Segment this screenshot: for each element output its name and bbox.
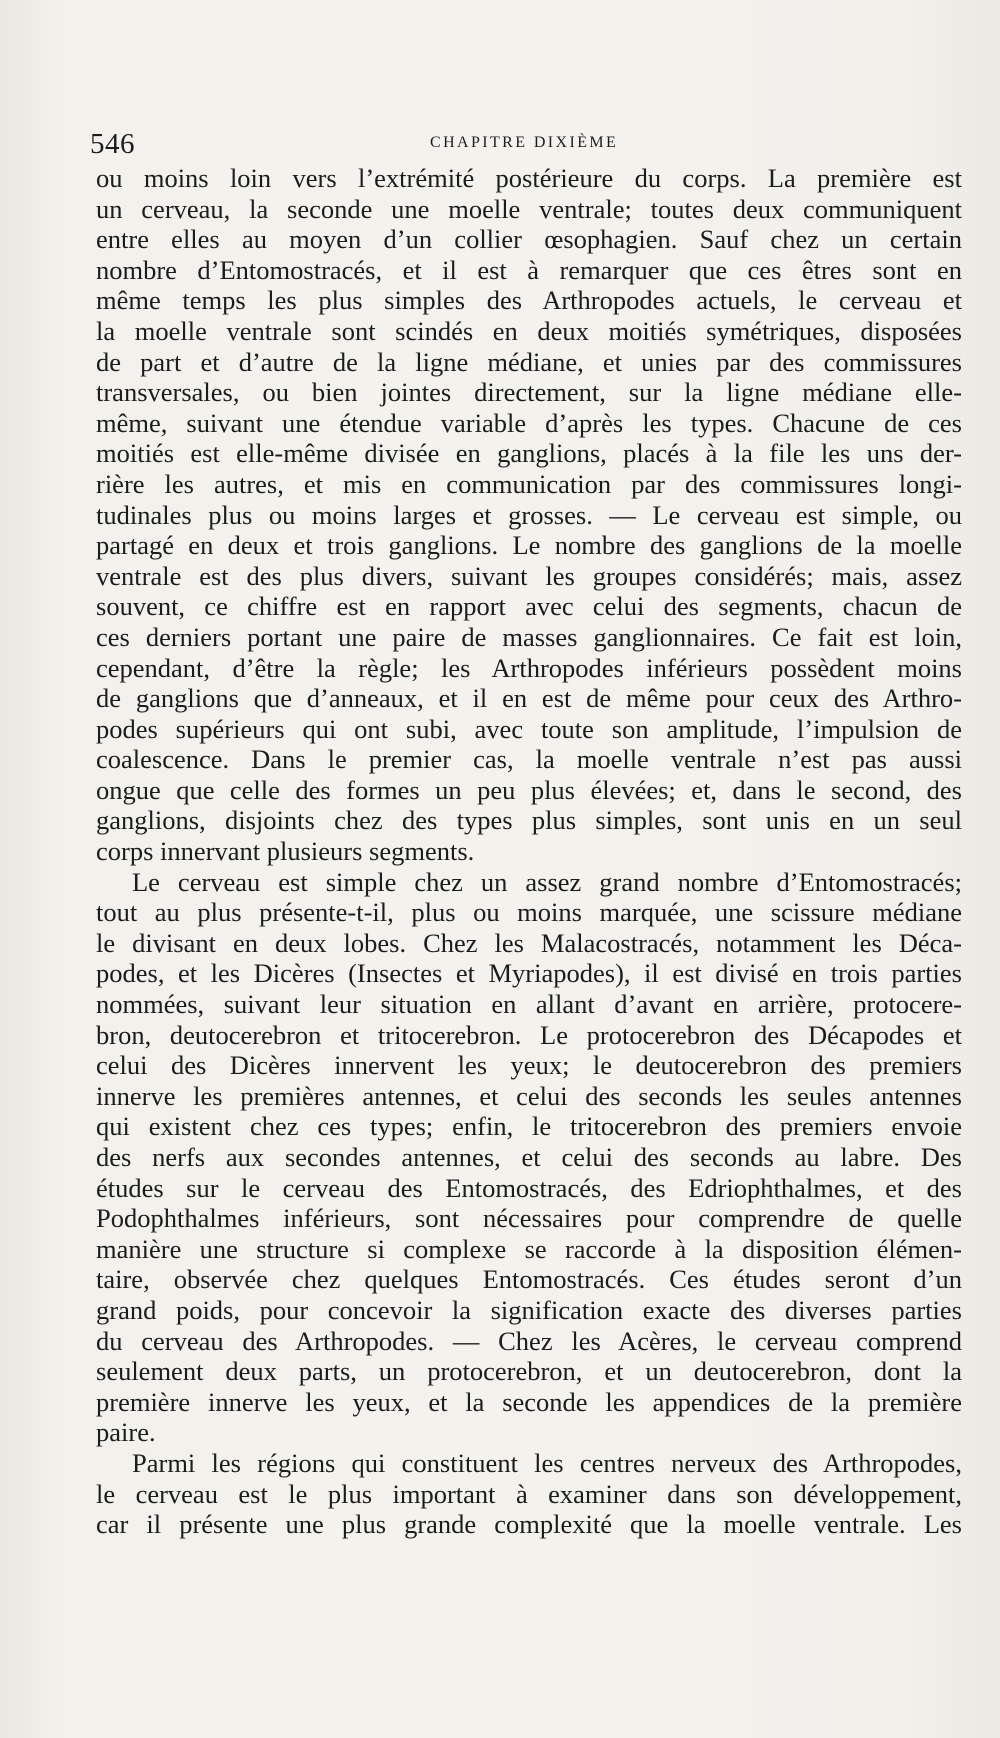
page-number: 546 — [90, 128, 135, 160]
text-line: nombre d’Entomostracés, et il est à remarquer que ces êtres sont en — [96, 254, 962, 285]
text-line: cependant, d’être la règle; les Arthropodes inférieurs possèdent moins — [96, 652, 962, 683]
text-line: un cerveau, la seconde une moelle ventrale; toutes deux communiquent — [96, 193, 962, 224]
text-line: du cerveau des Arthropodes. — Chez les Acères, le cerveau comprend — [96, 1325, 962, 1356]
text-line: seulement deux parts, un protocerebron, et un deutocerebron, dont la — [96, 1356, 962, 1387]
text-line: coalescence. Dans le premier cas, la moelle ventrale n’est pas aussi — [96, 744, 962, 775]
text-line: tout au plus présente-t-il, plus ou moins marquée, une scissure médiane — [96, 897, 962, 928]
text-line: la moelle ventrale sont scindés en deux moitiés symétriques, disposées — [96, 315, 962, 346]
text-line: partagé en deux et trois ganglions. Le nombre des ganglions de la moelle — [96, 530, 962, 561]
text-line: ongue que celle des formes un peu plus élevées; et, dans le second, des — [96, 774, 962, 805]
text-line: même, suivant une étendue variable d’après les types. Chacune de ces — [96, 407, 962, 438]
text-line: souvent, ce chiffre est en rapport avec celui des segments, chacun de — [96, 591, 962, 622]
text-line: taire, observée chez quelques Entomostracés. Ces études seront d’un — [96, 1264, 962, 1295]
text-line: qui existent chez ces types; enfin, le tritocerebron des premiers envoie — [96, 1111, 962, 1142]
text-line: des nerfs aux secondes antennes, et celui des seconds au labre. Des — [96, 1142, 962, 1172]
text-line: manière une structure si complexe se raccorde à la disposition élémen- — [96, 1233, 962, 1264]
paragraph-2 — [96, 867, 962, 1448]
text-line: rière les autres, et mis en communication par des commissures longi- — [96, 468, 962, 499]
text-line: entre elles au moyen d’un collier œsophagien. Sauf chez un certain — [96, 224, 962, 255]
text-line: ganglions, disjoints chez des types plus simples, sont unis en un seul — [96, 805, 962, 836]
text-line: ou moins loin vers l’extrémité postérieure du corps. La première est — [96, 163, 962, 193]
text-line: première innerve les yeux, et la seconde les appendices de la première — [96, 1386, 962, 1417]
text-line: nommées, suivant leur situation en allant d’avant en arrière, protocere- — [96, 989, 962, 1020]
text-line: Parmi les régions qui constituent les centres nerveux des Arthropodes, — [132, 1447, 962, 1478]
text-line: moitiés est elle-même divisée en ganglions, placés à la file les uns der- — [96, 438, 962, 469]
text-line: études sur le cerveau des Entomostracés, des Edriophthalmes, et des — [96, 1172, 962, 1203]
text-line: le divisant en deux lobes. Chez les Malacostracés, notamment les Déca- — [96, 927, 962, 958]
text-line: paire. — [96, 1417, 156, 1448]
text-line: de ganglions que d’anneaux, et il en est de même pour ceux des Arthro- — [96, 683, 962, 714]
text-line: podes supérieurs qui ont subi, avec toute son amplitude, l’impulsion de — [96, 713, 962, 744]
text-line: le cerveau est le plus important à examiner dans son développement, — [96, 1478, 962, 1509]
chapter-title: CHAPITRE DIXIÈME — [430, 134, 619, 151]
paragraph-3 — [96, 1448, 962, 1540]
text-line: de part et d’autre de la ligne médiane, et unies par des commissures — [96, 346, 962, 377]
text-line: grand poids, pour concevoir la signification exacte des diverses parties — [96, 1294, 962, 1325]
text-line: Podophthalmes inférieurs, sont nécessaires pour comprendre de quelle — [96, 1203, 962, 1234]
text-line: corps innervant plusieurs segments. — [96, 836, 475, 867]
text-line: innerve les premières antennes, et celui des seconds les seules antennes — [96, 1080, 962, 1111]
text-line: bron, deutocerebron et tritocerebron. Le protocerebron des Décapodes et — [96, 1019, 962, 1050]
text-line: ces derniers portant une paire de masses ganglionnaires. Ce fait est loin, — [96, 621, 962, 652]
text-line: podes, et les Dicères (Insectes et Myriapodes), il est divisé en trois parties — [96, 958, 962, 989]
text-line: même temps les plus simples des Arthropodes actuels, le cerveau et — [96, 285, 962, 316]
body-text — [96, 163, 962, 1540]
paragraph-1 — [96, 163, 962, 867]
text-line: transversales, ou bien jointes directement, sur la ligne médiane elle- — [96, 377, 962, 408]
running-head — [90, 128, 960, 164]
text-line: ventrale est des plus divers, suivant les groupes considérés; mais, assez — [96, 560, 962, 591]
text-line: Le cerveau est simple chez un assez grand nombre d’Entomostracés; — [132, 866, 962, 897]
text-line: celui des Dicères innervent les yeux; le deutocerebron des premiers — [96, 1050, 962, 1081]
text-line: car il présente une plus grande complexité que la moelle ventrale. Les — [96, 1509, 962, 1540]
text-line: tudinales plus ou moins larges et grosses. — Le cerveau est simple, ou — [96, 499, 962, 530]
